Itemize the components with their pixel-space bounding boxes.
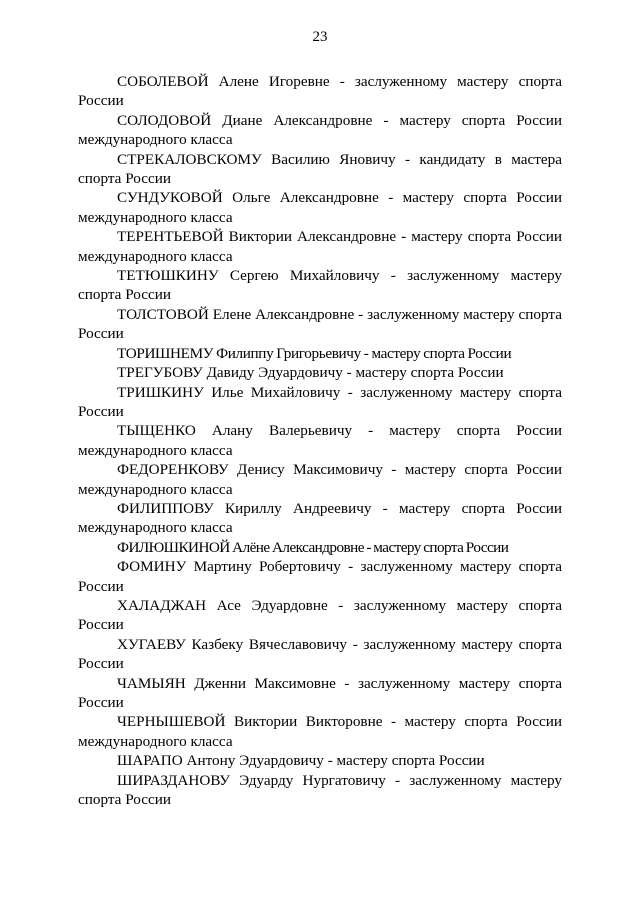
award-title: - заслуженному мастеру спорта России	[78, 267, 562, 304]
award-title: - заслуженному мастеру спорта России	[78, 596, 562, 634]
award-title: - мастеру спорта России международного класса	[78, 713, 562, 750]
recipient-name: ТЫЩЕНКО Алану Валерьевичу	[117, 422, 353, 440]
recipient-name: ТЕРЕНТЬЕВОЙ Виктории Александровне	[117, 228, 397, 246]
list-item	[78, 421, 562, 460]
award-title: - кандидату в мастера спорта России	[78, 150, 562, 188]
recipient-name: ФИЛИППОВУ Кириллу Андреевичу	[117, 499, 372, 517]
award-title: - мастеру спорта России международного класса	[78, 228, 562, 265]
recipient-name: ФЕДОРЕНКОВУ Денису Максимовичу	[117, 461, 383, 479]
award-title: - заслуженному мастеру спорта России	[78, 73, 562, 110]
recipient-name: ХАЛАДЖАН Асе Эдуардовне	[117, 596, 328, 614]
list-item	[78, 674, 562, 713]
list-item	[78, 227, 562, 266]
list-item	[78, 557, 562, 596]
award-title: - заслуженному мастеру спорта России	[78, 305, 562, 343]
list-item	[78, 635, 562, 674]
list-item	[78, 596, 562, 635]
list-item	[78, 111, 562, 150]
recipient-name: СОЛОДОВОЙ Диане Александровне	[117, 111, 373, 129]
list-item	[78, 383, 562, 422]
list-item	[78, 188, 562, 227]
list-item	[78, 266, 562, 305]
recipient-name: ШИРАЗДАНОВУ Эдуарду Нургатовичу	[117, 771, 386, 789]
award-list	[78, 72, 562, 809]
recipient-name: ФИЛЮШКИНОЙ Алёне Александровне	[117, 538, 364, 556]
page-number: 23	[312, 29, 328, 45]
recipient-name: ТРЕГУБОВУ Давиду Эдуардовичу	[117, 364, 343, 382]
award-title: - мастеру спорта России международного класса	[78, 499, 563, 537]
award-title: - заслуженному мастеру спорта России	[78, 771, 562, 809]
list-item	[78, 751, 562, 770]
award-title: - заслуженному мастеру спорта России	[78, 558, 562, 595]
list-item	[78, 150, 562, 189]
award-title: - заслуженному мастеру спорта России	[78, 674, 562, 711]
award-title: - мастеру спорта России международного класса	[78, 189, 563, 226]
recipient-name: ТОРИШНЕМУ Филиппу Григорьевичу	[117, 344, 361, 362]
recipient-name: СОБОЛЕВОЙ Алене Игоревне	[117, 73, 330, 90]
award-title: - мастеру спорта России	[360, 344, 512, 362]
list-item	[78, 712, 562, 751]
list-item	[78, 72, 562, 111]
award-title: - заслуженному мастеру спорта России	[78, 383, 562, 420]
list-item	[78, 771, 562, 810]
list-item	[78, 538, 562, 557]
list-item	[78, 344, 562, 363]
award-title: - мастеру спорта России	[323, 752, 485, 770]
award-title: - мастеру спорта России международного класса	[78, 461, 562, 498]
recipient-name: СТРЕКАЛОВСКОМУ Василию Яновичу	[117, 150, 396, 168]
recipient-name: ТОЛСТОВОЙ Елене Александровне	[117, 305, 355, 323]
award-title: - мастеру спорта России международного класса	[78, 111, 562, 149]
list-item	[78, 499, 562, 538]
recipient-name: СУНДУКОВОЙ Ольге Александровне	[117, 189, 379, 207]
recipient-name: ТРИШКИНУ Илье Михайловичу	[117, 383, 341, 401]
award-title: - мастеру спорта России международного класса	[78, 422, 563, 459]
list-item	[78, 363, 562, 382]
list-item	[78, 460, 562, 499]
award-title: - мастеру спорта России	[363, 538, 509, 556]
recipient-name: ЧАМЫЯН Дженни Максимовне	[117, 674, 336, 692]
recipient-name: ФОМИНУ Мартину Робертовичу	[117, 558, 341, 576]
recipient-name: ТЕТЮШКИНУ Сергею Михайловичу	[117, 267, 380, 285]
list-item	[78, 305, 562, 344]
award-title: - мастеру спорта России	[342, 364, 504, 382]
award-title: - заслуженному мастеру спорта России	[78, 635, 562, 673]
recipient-name: ШАРАПО Антону Эдуардовичу	[117, 752, 324, 770]
recipient-name: ЧЕРНЫШЕВОЙ Виктории Викторовне	[117, 713, 383, 731]
recipient-name: ХУГАЕВУ Казбеку Вячеславовичу	[117, 635, 348, 653]
